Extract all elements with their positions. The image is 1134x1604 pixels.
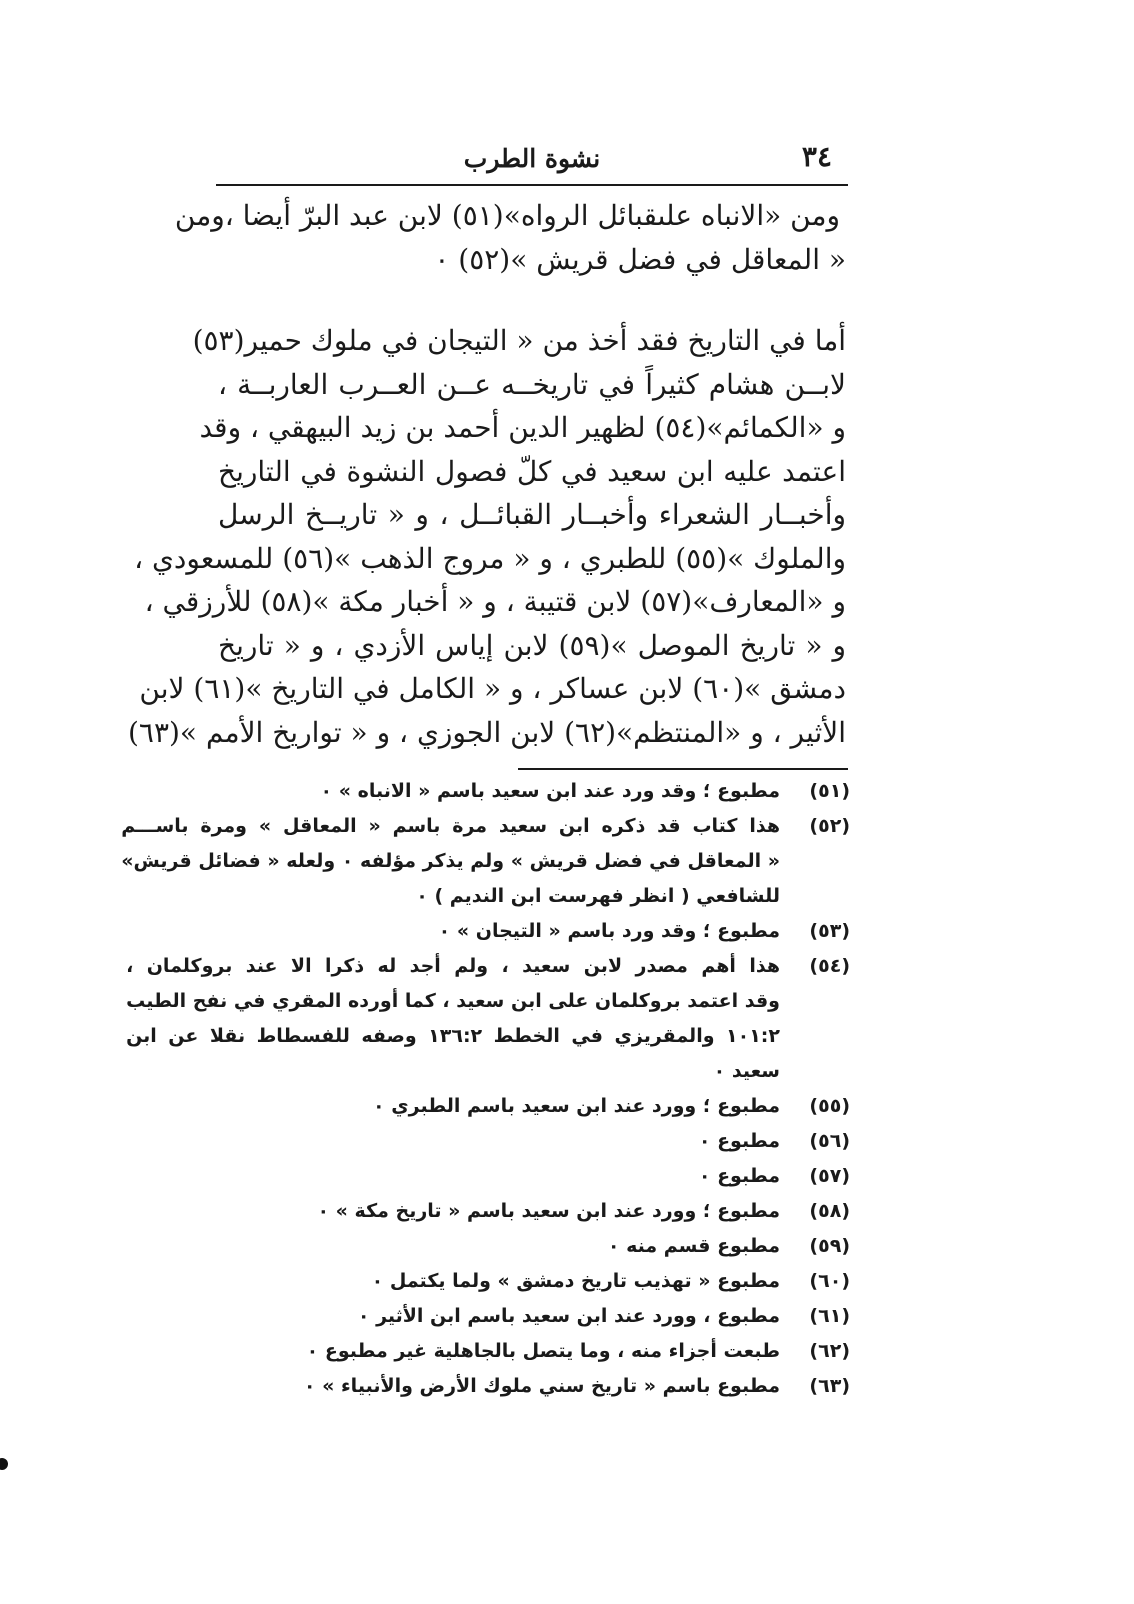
footnote-text: [218, 1159, 780, 1194]
paragraph: [174, 194, 846, 281]
running-title: نشوة الطرب: [463, 144, 601, 173]
footnote-number: (٥١): [809, 780, 850, 802]
footnote-line: سعيد ٠: [713, 1060, 780, 1082]
footnote: [218, 1229, 850, 1264]
footnote-rule: [518, 768, 848, 770]
footnote: [126, 949, 850, 1089]
text-line: الأثير ، و «المنتظم»(٦٢) لابن الجوزي ، و « تواريخ الأمم »(٦٣): [127, 715, 846, 749]
footnote-line: مطبوع ؛ وقد ورد باسم « التيجان » ٠: [438, 920, 780, 942]
footnote: [218, 914, 850, 949]
text-line: أما في التاريخ فقد أخذ من « التيجان في ملوك حمير(٥٣): [192, 324, 846, 357]
footnote-line: هذا كتاب قد ذكره ابن سعيد مرة باسم « المعاقل » ومرة باســـم: [121, 815, 780, 837]
footnote-line: مطبوع ؛ وقد ورد عند ابن سعيد باسم « الانباه » ٠: [320, 780, 780, 802]
footnote-line: وقد اعتمد بروكلمان على ابن سعيد ، كما أورده المقري في نفح الطيب: [126, 990, 780, 1012]
footnote-text: [218, 1194, 780, 1229]
footnote: [218, 1369, 850, 1404]
footnote-line: مطبوع ، وورد عند ابن سعيد باسم ابن الأثير ٠: [357, 1305, 780, 1327]
page-header: [218, 136, 846, 184]
text-line: دمشق »(٦٠) لابن عساكر ، و « الكامل في التاريخ »(٦١) لابن: [139, 672, 846, 705]
footnote-text: [218, 1229, 780, 1264]
footnote-text: [218, 1369, 780, 1404]
header-rule: [216, 184, 848, 186]
text-line: و « تاريخ الموصل »(٥٩) لابن إياس الأزدي ، و « تاريخ: [218, 628, 846, 662]
footnote-line: مطبوع باسم « تاريخ سني ملوك الأرض والأنبياء » ٠: [303, 1375, 780, 1397]
footnote-line: مطبوع « تهذيب تاريخ دمشق » ولما يكتمل ٠: [371, 1270, 780, 1292]
footnote: [218, 1264, 850, 1299]
footnote: [218, 1299, 850, 1334]
footnote-text: [218, 1124, 780, 1159]
footnote: [218, 774, 850, 809]
footnote-number: (٦١): [809, 1305, 850, 1327]
text-line: « المعاقل في فضل قريش »(٥٢) ٠: [434, 242, 846, 276]
footnote-text: [218, 1089, 780, 1124]
footnote: [218, 1089, 850, 1124]
footnote-number: (٥٨): [809, 1200, 850, 1222]
footnote: [218, 1334, 850, 1369]
footnote-line: ١٠١:٢ والمقريزي في الخطط ١٣٦:٢ وصفه للفسطاط نقلا عن ابن: [126, 1025, 780, 1047]
text-line: و «المعارف»(٥٧) لابن قتيبة ، و « أخبار مكة »(٥٨) للأرزقي ،: [144, 585, 846, 618]
footnote-text: [218, 1264, 780, 1299]
footnote: [218, 1159, 850, 1194]
footnote-number: (٥٥): [809, 1095, 850, 1117]
page-number: ٣٤: [801, 140, 832, 173]
text-line: وأخبــار الشعراء وأخبــار القبائــل ، و « تاريــخ الرسل: [218, 498, 846, 531]
footnote-number: (٥٩): [809, 1235, 850, 1257]
footnote-text: [218, 914, 780, 949]
footnote-number: (٥٣): [809, 920, 850, 942]
footnotes: [121, 774, 850, 1404]
footnote-line: « المعاقل في فضل قريش » ولم يذكر مؤلفه ٠ ولعله « فضائل قريش»: [121, 850, 780, 872]
footnote-number: (٦٢): [809, 1340, 850, 1362]
footnote-line: مطبوع ٠: [698, 1165, 780, 1187]
footnote-number: (٥٧): [809, 1165, 850, 1187]
footnote: [121, 809, 850, 914]
footnote-line: للشافعي ( انظر فهرست ابن النديم ) ٠: [416, 885, 780, 907]
footnote-number: (٦٣): [809, 1375, 850, 1397]
footnote-number: (٥٤): [809, 955, 850, 977]
paragraph-gap: [218, 281, 846, 319]
footnote: [218, 1124, 850, 1159]
footnote-line: مطبوع ٠: [698, 1130, 780, 1152]
scan-speck: [0, 1458, 8, 1470]
footnote-text: [218, 774, 780, 809]
text-line: ومن «الانباه علىقبائل الرواه»(٥١) لابن عبد البرّ أيضا ،ومن: [174, 199, 840, 232]
paragraph: [127, 319, 846, 754]
text-line: اعتمد عليه ابن سعيد في كلّ فصول النشوة في التاريخ: [218, 454, 846, 488]
footnote-line: هذا أهم مصدر لابن سعيد ، ولم أجد له ذكرا الا عند بروكلمان ،: [126, 955, 780, 977]
footnote-line: مطبوع قسم منه ٠: [607, 1235, 780, 1257]
footnote-text: [126, 949, 780, 1089]
text-line: والملوك »(٥٥) للطبري ، و « مروج الذهب »(٥٦) للمسعودي ،: [134, 541, 846, 575]
footnote-text: [218, 1299, 780, 1334]
footnote-text: [218, 1334, 780, 1369]
text-line: و «الكمائم»(٥٤) لظهير الدين أحمد بن زيد البيهقي ، وقد: [199, 411, 846, 444]
footnote-line: طبعت أجزاء منه ، وما يتصل بالجاهلية غير مطبوع ٠: [306, 1340, 780, 1362]
footnote-number: (٥٢): [809, 815, 850, 837]
footnote-line: مطبوع ؛ وورد عند ابن سعيد باسم « تاريخ مكة » ٠: [317, 1200, 780, 1222]
footnote-text: [121, 809, 780, 914]
body-text: [127, 194, 846, 754]
footnote-number: (٥٦): [809, 1130, 850, 1152]
footnote: [218, 1194, 850, 1229]
footnote-number: (٦٠): [809, 1270, 850, 1292]
text-line: لابــن هشام كثيراً في تاريخــه عــن العــرب العاربــة ،: [218, 367, 846, 401]
footnote-line: مطبوع ؛ وورد عند ابن سعيد باسم الطبري ٠: [373, 1095, 780, 1117]
